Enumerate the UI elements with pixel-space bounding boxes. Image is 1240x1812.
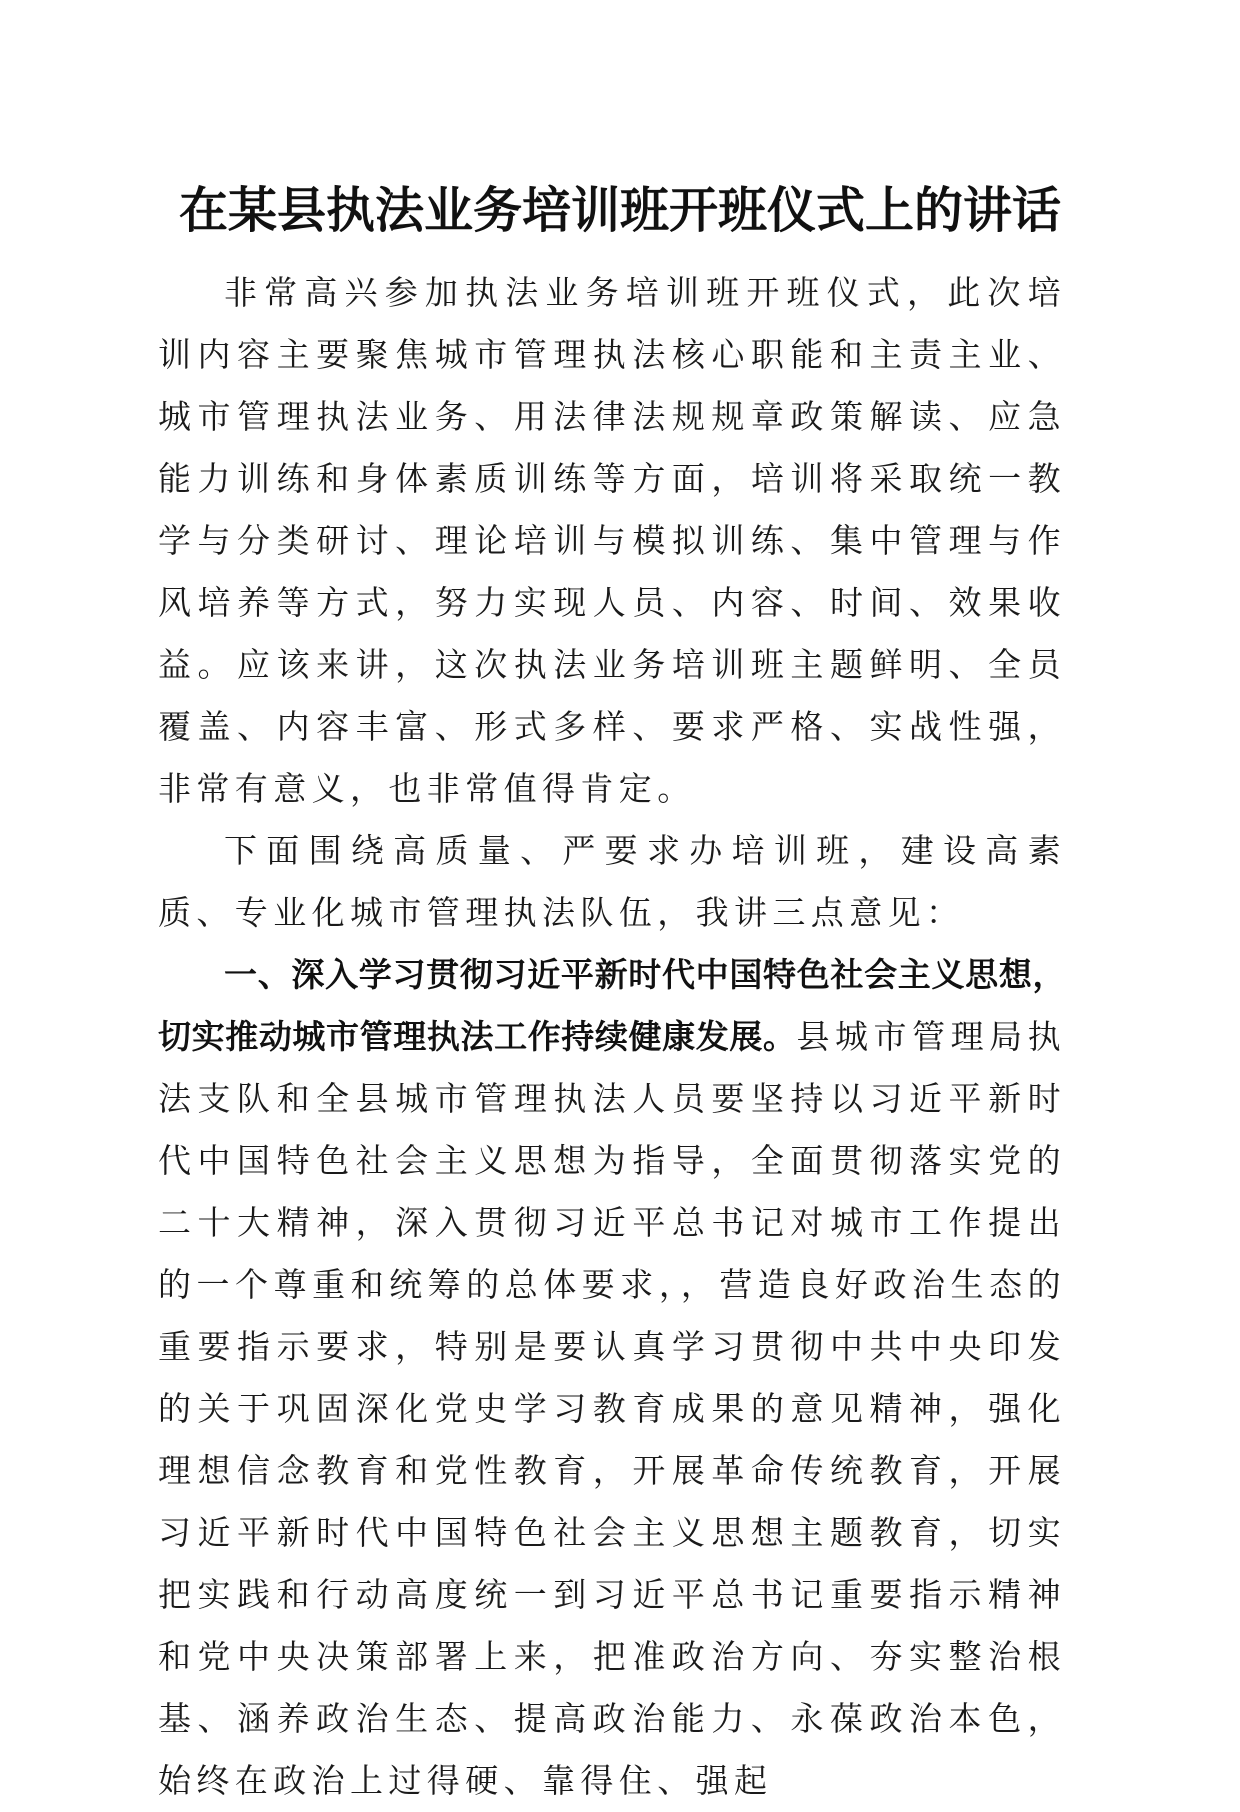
paragraph-section-one	[158, 944, 1066, 1812]
paragraph-text: 县城市管理局执法支队和全县城市管理执法人员要坚持以习近平新时代中国特色社会主义思想为指导，全面贯彻落实党的二十大精神，深入贯彻习近平总书记对城市工作提出的一个尊重和统筹的总体要求，，营造良好政治生态的重要指示要求，特别是要认真学习贯彻中共中央印发的关于巩固深化党史学习教育成果的意见精神，强化理想信念教育和党性教育，开展革命传统教育，开展习近平新时代中国特色社会主义思想主题教育，切实把实践和行动高度统一到习近平总书记重要指示精神和党中央决策部署上来，把准政治方向、夯实整治根基、涵养政治生态、提高政治能力、永葆政治本色，始终在政治上过得硬、靠得住、强起	[158, 1017, 1066, 1800]
document-title: 在某县执法业务培训班开班仪式上的讲话	[178, 181, 1061, 239]
paragraph-text: 下面围绕高质量、严要求办培训班，建设高素质、专业化城市管理执法队伍，我讲三点意见：	[158, 831, 1066, 932]
paragraph-text: 非常高兴参加执法业务培训班开班仪式，此次培训内容主要聚焦城市管理执法核心职能和主责主业、城市管理执法业务、用法律法规规章政策解读、应急能力训练和身体素质训练等方面，培训将采取统一教学与分类研讨、理论培训与模拟训练、集中管理与作风培养等方式，努力实现人员、内容、时间、效果收益。应该来讲，这次执法业务培训班主题鲜明、全员覆盖、内容丰富、形式多样、要求严格、实战性强，非常有意义，也非常值得肯定。	[158, 273, 1066, 808]
paragraph-intro	[158, 262, 1066, 820]
paragraph-transition	[158, 820, 1066, 944]
section-heading: 一、深入学习贯彻习近平新时代中国特色社会主义思想，切实推动城市管理执法工作持续健康发展。	[158, 955, 1066, 1056]
document-body	[158, 262, 1066, 1812]
